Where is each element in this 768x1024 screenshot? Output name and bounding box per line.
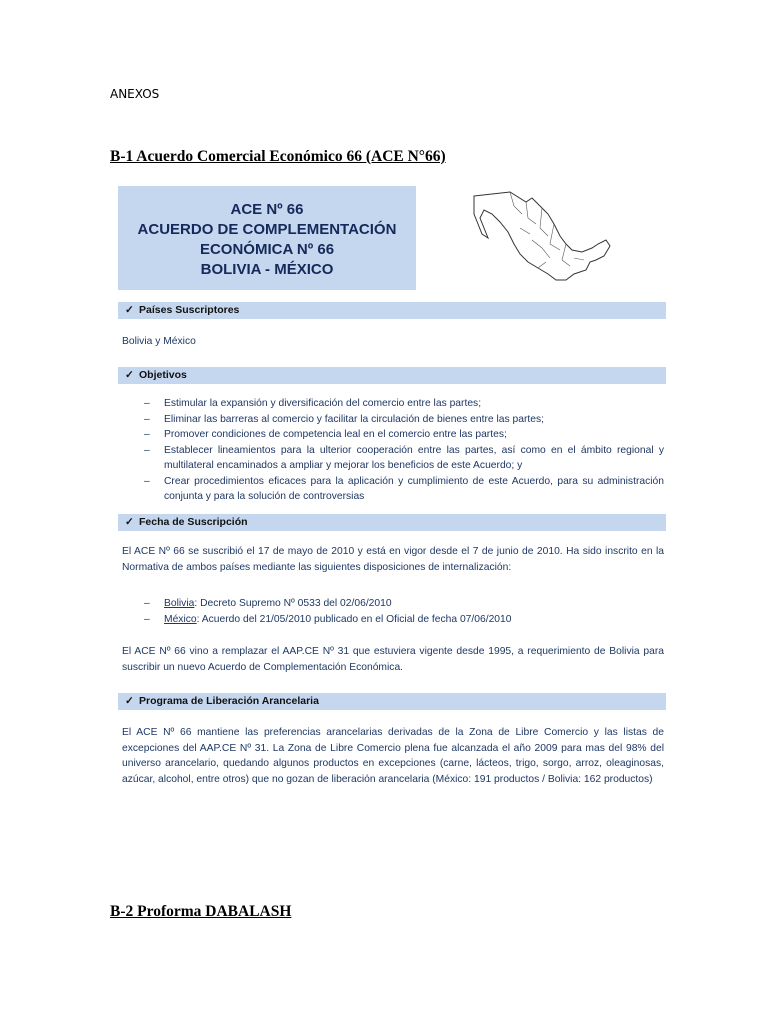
normas-list (122, 596, 664, 627)
paises-text: Bolivia y México (122, 336, 196, 347)
check-icon: ✓ (125, 369, 134, 381)
bar-objetivos (118, 367, 666, 384)
list-item: – Promover condiciones de competencia leal en el comercio entre las partes; (122, 427, 664, 443)
bar-label: Programa de Liberación Arancelaria (139, 695, 319, 707)
bar-label: Objetivos (139, 369, 187, 381)
fecha-paragraph-2: El ACE Nº 66 vino a remplazar el AAP.CE Nº 31 que estuviera vigente desde 1995, a requerimiento de Bolivia para suscribir un nuevo Acuerdo de Complementación Económica. (122, 646, 664, 673)
section-b1-title: B-1 Acuerdo Comercial Económico 66 (ACE N°66) (110, 148, 446, 165)
section-b2-title: B-2 Proforma DABALASH (110, 903, 292, 920)
mexico-map-icon (470, 188, 620, 288)
norma-mexico-text: : Acuerdo del 21/05/2010 publicado en el Oficial de fecha 07/06/2010 (196, 613, 512, 625)
programa-paragraph: El ACE Nº 66 mantiene las preferencias arancelarias derivadas de la Zona de Libre Comercio y las listas de excepciones del AAP.CE Nº 31. La Zona de Libre Comercio plena fue alcanzada el año 2009 para mas del 98% del universo arancelario, quedando algunos productos en excepciones (carne, lácteos, trigo, sorgo, arroz, oleaginosas, azúcar, alcohol, entre otros) que no gozan de liberación arancelaria (México: 191 productos / Bolivia: 162 productos) (122, 727, 664, 785)
norma-bolivia-label: Bolivia (164, 598, 195, 609)
banner-line-4: BOLIVIA - MÉXICO (200, 261, 334, 278)
anexos-heading: ANEXOS (110, 87, 160, 101)
ace66-infographic (110, 180, 670, 810)
list-item (122, 612, 664, 628)
check-icon: ✓ (125, 516, 134, 528)
check-icon: ✓ (125, 695, 134, 707)
banner-line-1: ACE Nº 66 (230, 201, 304, 218)
objetivos-list (122, 396, 664, 505)
list-item: – Crear procedimientos eficaces para la aplicación y cumplimiento de este Acuerdo, para su administración conjunta y para la solución de controversias (122, 474, 664, 505)
banner-line-2: ACUERDO DE COMPLEMENTACIÓN (137, 221, 397, 238)
banner-line-3: ECONÓMICA Nº 66 (199, 241, 335, 258)
bar-label: Países Suscriptores (139, 304, 240, 316)
list-item: – Establecer lineamientos para la ulterior cooperación entre las partes, así como en el ámbito regional y multilateral encaminados a ampliar y mejorar los beneficios de este Acuerdo; y (122, 443, 664, 474)
bar-label: Fecha de Suscripción (139, 516, 248, 528)
bar-programa-liberacion (118, 693, 666, 710)
check-icon: ✓ (125, 304, 134, 316)
list-item (122, 596, 664, 612)
bar-paises-suscriptores (118, 302, 666, 319)
fecha-paragraph-1: El ACE Nº 66 se suscribió el 17 de mayo de 2010 y está en vigor desde el 7 de junio de 2010. Ha sido inscrito en la Normativa de ambos países mediante las siguientes disposiciones de internalización: (122, 546, 664, 573)
bar-fecha-suscripcion (118, 514, 666, 531)
norma-mexico-label: México (164, 613, 197, 625)
list-item: – Eliminar las barreras al comercio y facilitar la circulación de bienes entre las partes; (122, 412, 664, 428)
norma-bolivia-text: : Decreto Supremo Nº 0533 del 02/06/2010 (194, 598, 392, 609)
list-item: – Estimular la expansión y diversificación del comercio entre las partes; (122, 396, 664, 412)
ace66-banner (118, 186, 416, 290)
